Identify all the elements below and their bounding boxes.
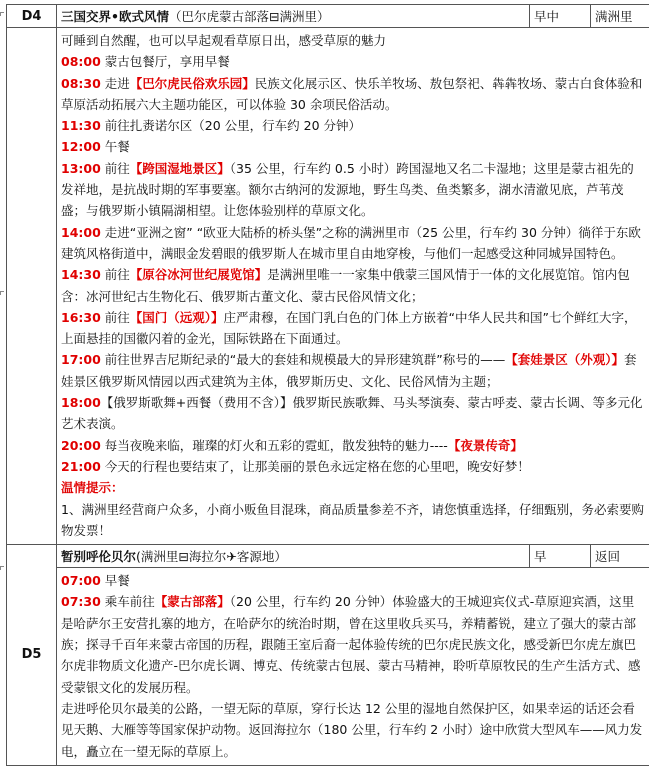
- day4-body-row: [7, 28, 650, 545]
- d4-1700-pre: 前往世界吉尼斯纪录的“最大的套娃和规模最大的异形建筑群”称号的——: [100, 352, 506, 368]
- day4-destination: 满洲里）: [279, 9, 330, 24]
- time-label: 21:00: [61, 458, 101, 474]
- day4-hotel: 满洲里: [591, 5, 650, 28]
- time-label: 07:00: [61, 573, 101, 589]
- time-label: 14:00: [61, 224, 101, 240]
- time-label: 18:00: [61, 395, 101, 411]
- day4-title: 三国交界•欧式风情: [61, 9, 169, 24]
- itinerary-table: [6, 4, 649, 766]
- d4-line-0800: [61, 51, 645, 72]
- d4-1130-text: 前往扎赉诺尔区（20 公里，行车约 20 分钟）: [100, 118, 362, 134]
- day5-body-row: [7, 568, 650, 766]
- margin-mark-middle: [0, 291, 4, 295]
- time-label: 08:30: [61, 75, 101, 91]
- attraction-name: 【原谷冰河世纪展览馆】: [129, 267, 268, 283]
- d4-line-1400: [61, 222, 645, 265]
- d4-1400-text: 走进“亚洲之窗” “欧亚大陆桥的桥头堡”之称的满洲里市（25 公里，行车约 30 分钟）徜徉于东欧建筑风格街道中，满眼金发碧眼的俄罗斯人在城市里自由地穿梭，与他们一起感受这种同城异国特色。: [61, 224, 641, 261]
- warm-tip-body: [61, 499, 645, 542]
- d4-0830-pre: 走进: [100, 75, 130, 91]
- margin-mark-bottom: [0, 566, 4, 570]
- day5-subtitle: (满洲里: [136, 549, 179, 565]
- day4-side-cell: [7, 28, 57, 545]
- d4-line-wake-text: 可睡到自然醒，也可以早起观看草原日出，感受草原的魅力: [61, 33, 387, 48]
- day5-meals: 早: [530, 545, 591, 568]
- time-label: 20:00: [61, 437, 101, 453]
- day5-stop: 海拉尔: [188, 549, 227, 565]
- attraction-name: 【蒙古部落】: [154, 594, 230, 610]
- day4-description: [57, 28, 650, 545]
- day4-label: D4: [7, 5, 57, 28]
- attraction-name: 【国门（远观）】: [129, 309, 224, 325]
- attraction-name: 【跨国湿地景区】: [129, 160, 230, 176]
- d4-line-1300: [61, 158, 645, 222]
- attraction-name: 【套娃景区（外观）】: [505, 352, 624, 368]
- itinerary-frame: [6, 4, 649, 782]
- d4-line-2100: [61, 456, 645, 477]
- day4-header-row: [7, 5, 650, 28]
- day4-meals: 早中: [530, 5, 591, 28]
- d4-1300-text: （35 公里，行车约 0.5 小时）跨国湿地又名二卡湿地；这里是蒙古祖先的发祥地，是抗战时期的军事要塞。额尔古纳河的发源地，野生鸟类、鱼类繁多，湖水清澈见底，芦苇茂盛；与俄罗斯小镇隔湖相望。让您体验别样的草原文化。: [61, 160, 634, 219]
- d5-line-0700: [61, 570, 645, 591]
- day5-description: [57, 568, 650, 766]
- d4-line-0830: [61, 73, 645, 116]
- day5-label: D5: [7, 545, 57, 766]
- day4-subtitle: （巴尔虎蒙古部落: [169, 9, 270, 24]
- d5-0730-pre: 乘车前往: [100, 594, 155, 610]
- time-label: 17:00: [61, 352, 101, 368]
- warm-tip-heading: [61, 477, 645, 498]
- warm-tip-label: 温情提示：: [61, 480, 124, 496]
- d5-line-road: [61, 698, 645, 762]
- d4-1700-text: 套娃景区俄罗斯风情园以西式建筑为主体，俄罗斯历史、文化、民俗风情为主题；: [61, 352, 637, 389]
- d4-1800-text: 【俄罗斯歌舞+西餐（费用不含）】俄罗斯民族歌舞、马头琴演奏、蒙古呼麦、蒙古长调、等多元化艺术表演。: [61, 395, 643, 432]
- day5-title: 暂别呼伦贝尔: [61, 549, 137, 565]
- d4-line-1200: [61, 136, 645, 157]
- day4-title-cell: [57, 5, 530, 28]
- day5-destination: 客源地）: [236, 549, 287, 565]
- time-label: 16:30: [61, 309, 101, 325]
- time-label: 13:00: [61, 160, 101, 176]
- d4-2100-text: 今天的行程也要结束了，让那美丽的景色永远定格在您的心里吧，晚安好梦！: [100, 458, 530, 474]
- bus-icon: ⊟: [178, 549, 189, 565]
- time-label: 14:30: [61, 267, 101, 283]
- d5-road-text: 走进呼伦贝尔最美的公路，一望无际的草原，穿行长达 12 公里的湿地自然保护区，如果幸运的话还会看见天鹅、大雁等等国家保护动物。返回海拉尔（180 公里，行车约 2 小时）途中欣赏大型风车——风力发电，矗立在一望无际的草原上。: [61, 700, 643, 759]
- d5-0730-text: （20 公里，行车约 20 分钟）体验盛大的王城迎宾仪式-草原迎宾酒，这里是哈萨尔王安营扎寨的地方，在哈萨尔的统治时期，曾在这里收兵买马，养精蓄锐，建立了强大的蒙古部族；探寻千百年来蒙古帝国的历程，跟随王室后裔一起体验传统的巴尔虎民族文化，感受新巴尔虎左旗巴尔虎非物质文化遗产-巴尔虎长调、博克、传统蒙古包展、蒙古马精神，聆听草原牧民的生产生活方式、感受蒙银文化的发展历程。: [61, 594, 641, 695]
- d4-line-1130: [61, 115, 645, 136]
- time-label: 12:00: [61, 139, 101, 155]
- d4-line-1700: [61, 349, 645, 392]
- time-label: 11:30: [61, 118, 101, 134]
- d4-1300-pre: 前往: [100, 160, 130, 176]
- d5-0700-text: 早餐: [100, 573, 130, 589]
- d4-line-1430: [61, 264, 645, 307]
- d4-0830-text: 民族文化展示区、快乐羊牧场、敖包祭祀、犇犇牧场、蒙古白食体验和草原活动拓展六大主题功能区，可以体验 30 余项民俗活动。: [61, 75, 643, 112]
- d4-1630-text: 庄严肃穆，在国门乳白色的门体上方嵌着“中华人民共和国”七个鲜红大字，上面悬挂的国徽闪着的金光，国际铁路在下面通过。: [61, 309, 637, 347]
- d4-line-1630: [61, 307, 645, 350]
- bus-icon: ⊟: [269, 9, 280, 24]
- d4-1430-pre: 前往: [100, 267, 130, 283]
- d4-1430-text: 是满洲里唯一一家集中俄蒙三国风情于一体的文化展览馆。馆内包含：冰河世纪古生物化石、俄罗斯古董文化、蒙古民俗风情文化；: [61, 267, 630, 304]
- attraction-name: 【夜景传奇】: [447, 437, 523, 453]
- d4-1200-text: 午餐: [100, 139, 130, 155]
- attraction-name: 【巴尔虎民俗欢乐园】: [129, 75, 255, 91]
- time-label: 08:00: [61, 54, 101, 70]
- d4-line-1800: [61, 392, 645, 435]
- d5-line-0730: [61, 591, 645, 697]
- day5-header-row: [7, 545, 650, 568]
- d4-line-2000: [61, 435, 645, 456]
- day5-title-cell: [57, 545, 530, 568]
- day5-hotel: 返回: [591, 545, 650, 568]
- warm-tip-text: 1、满洲里经营商户众多，小商小贩鱼目混珠，商品质量参差不齐，请您慎重选择，仔细甄别，务必索要购物发票！: [61, 501, 644, 538]
- d4-0800-text: 蒙古包餐厅，享用早餐: [100, 54, 230, 70]
- d4-1630-pre: 前往: [100, 309, 130, 325]
- margin-mark-top: [0, 12, 4, 16]
- time-label: 07:30: [61, 594, 101, 610]
- d4-2000-pre: 每当夜晚来临，璀璨的灯火和五彩的霓虹，散发独特的魅力----: [100, 437, 448, 453]
- airplane-icon: ✈: [226, 549, 237, 565]
- d4-line-wake: [61, 30, 645, 51]
